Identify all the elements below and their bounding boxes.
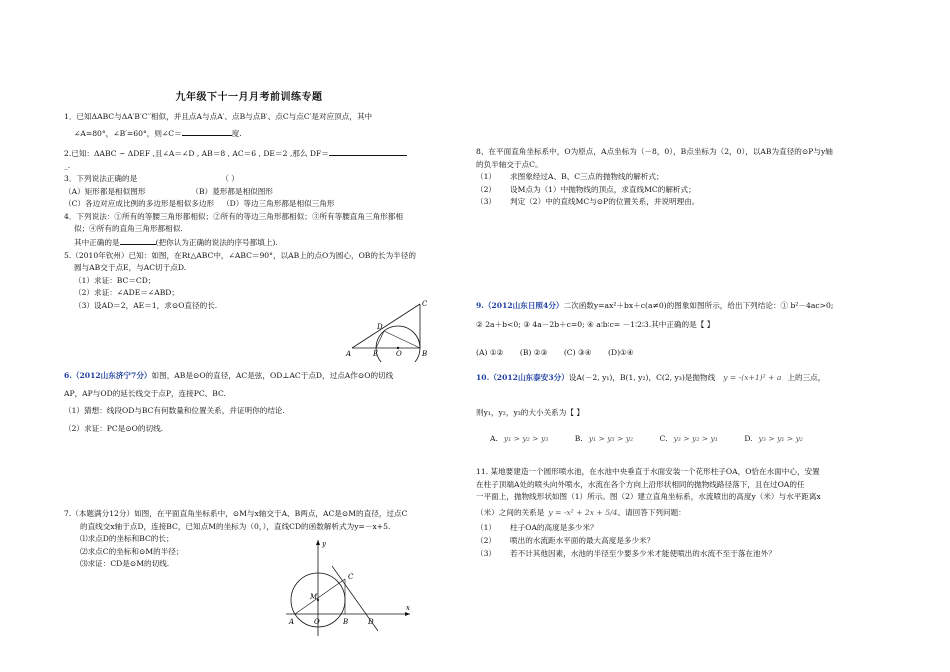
q10-option-d-label: D.: [744, 434, 753, 444]
q5-line1: 5.（2010年钦州）已知：如图，在Rt△ABC中，∠ABC＝90°，以AB上的点O为圆心，OB的长为半径的: [64, 250, 416, 260]
fig5-label-d: D: [377, 323, 383, 331]
q10-source: 10.（2012山东泰安3分）: [476, 373, 569, 382]
q6-part2: （2）求证：PC是⊙O的切线.: [64, 423, 164, 433]
fig7-label-m: M: [310, 593, 318, 601]
q7-figure: [282, 536, 418, 638]
q6-block: [64, 370, 444, 435]
q11-part3-num: （3）: [476, 548, 497, 558]
q3-options-row2: [64, 198, 434, 211]
q4-hint: (把你认为正确的说法的序号都填上).: [155, 237, 278, 247]
q11-part3-text: 若不计其他因素，水池的半径至少要多少米才能使喷出的水流不至于落在池外？: [510, 548, 776, 558]
q10-line1: [476, 372, 856, 385]
q11-line3: 一平面上，抛物线形状如图（1）所示。图（2）建立直角坐标系，水流喷出的高度y（米）与水平距离x: [476, 492, 821, 502]
q4-line1: 4．下列说法：①所有的等腰三角形都相似；②所有的等边三角形都相似；③所有等腰直角三角形都相: [64, 211, 403, 221]
fig5-label-o: O: [396, 350, 402, 358]
q6-stem: 如图，AB是⊙O的直径，AC是弦，OD⊥AC于点D，过点A作⊙O的切线: [151, 371, 394, 380]
q11-part2-num: （2）: [476, 535, 497, 545]
q9-line2: ② 2a＋b<0; ③ 4a－2b＋c=0; ④ a∶b∶c= －1∶2∶3.其中正确的是【 】: [476, 319, 715, 329]
q10-option-a: y₁ > y₂ > y₃: [503, 434, 549, 444]
fig5-label-a: A: [346, 350, 352, 358]
q9-option-c: (C) ③④: [563, 348, 592, 358]
q1-angle-text: ∠A=80°，∠B′=60°，则∠C＝: [74, 129, 182, 139]
q11-part1-text: 柱子OA的高度是多少米？: [510, 523, 598, 533]
q3-option-a: （A）矩形都是相似图形: [64, 186, 146, 196]
q9-source: 9.（2012山东日照4分）: [476, 301, 564, 310]
q10-tail: 上的三点，: [787, 373, 826, 382]
q9-options: [476, 347, 856, 360]
fig5-label-c: C: [422, 300, 428, 308]
q6-line1: [64, 370, 444, 383]
q3-option-b: （B）菱形都是相似图形: [191, 186, 273, 196]
q9-option-d: (D)①④: [608, 348, 634, 358]
q1-line1: 1．已知ΔABC与ΔA′B′C′′相似，并且点A与点A′、点B与点B′、点C与点C′是对应顶点，其中: [64, 111, 373, 121]
q10-option-c: y₃ > y₂ > y₁: [673, 434, 718, 444]
q8-line1: 8、在平面直角坐标系中，O为原点，A点坐标为（－8，0），B点坐标为（2，0），以AB为直径的⊙P与y轴: [476, 147, 833, 156]
q4-answer-blank: [120, 236, 156, 245]
q2-line2: _.: [64, 161, 71, 171]
q2-answer-blank: [329, 147, 407, 156]
q4-prompt: 其中正确的是: [74, 237, 120, 247]
fig7-label-d: D: [368, 618, 374, 626]
q1-answer-blank: [182, 127, 232, 136]
q7-line2: 的直线交x轴于点D，连接BC，已知点M的坐标为（0，），直线CD的函数解析式为y=－x+5.: [80, 521, 391, 531]
q11-block: [476, 466, 856, 560]
page-title: 九年级下十一月月考前训练专题: [175, 92, 323, 103]
q8-part2-num: （2）: [476, 184, 497, 194]
fig5-label-b: B: [422, 350, 428, 358]
q4-line3: [64, 236, 434, 250]
q3-bracket: （ ）: [221, 173, 239, 183]
q10-block: [476, 372, 856, 446]
q3-options-row1: [64, 186, 434, 199]
q9-stem: 二次函数y=ax²＋bx＋c(a≠0)的图象如图所示，给出下列结论：① b²－4ac>0;: [563, 301, 834, 310]
q11-part2-text: 喷出的水流距水平面的最大高度是多少米？: [510, 535, 655, 545]
q11-prompt: 。请回答下列问题：: [617, 507, 686, 517]
q5-part1: （1）求证：BC＝CD；: [74, 275, 156, 285]
q1-unit: 度.: [231, 129, 242, 139]
q8-part1-text: 求图象经过A、B、C三点的抛物线的解析式；: [510, 172, 664, 182]
q6-source: 6.（2012山东济宁7分）: [64, 371, 152, 380]
q11-relation-text: （米）之间的关系是: [476, 507, 545, 517]
q11-line2: 在柱子顶端A处的喷头向外喷水，水流在各个方向上沿形状相同的抛物线路径落下，且在过OA的任: [476, 479, 805, 489]
q7-part2: ⑵求点C的坐标和⊙M的半径；: [80, 546, 184, 556]
fig7-label-c: C: [348, 573, 354, 581]
q10-option-d: y₃ > y₁ > y₂: [758, 434, 803, 444]
q6-line2: AP，AP与OD的延长线交于点P，连接PC、BC.: [64, 388, 226, 398]
q3-line1: [64, 173, 434, 186]
q9-block: [476, 300, 856, 360]
q7-part1: ⑴求点D的坐标和BC的长；: [80, 534, 174, 544]
q8-part2-text: 设M点为（1）中抛物线的顶点，求直线MC的解析式；: [510, 184, 696, 194]
fig7-label-y: y: [322, 540, 326, 548]
q10-points: 设A(－2, y₁)，B(1, y₂)，C(2, y₃)是抛物线: [568, 373, 716, 382]
q5-figure: [340, 296, 440, 362]
q1-line2: [64, 127, 434, 141]
left-column: [64, 92, 434, 313]
q7-line1: 7.（本题满分12分）如图，在平面直角坐标系中，⊙M与x轴交于A、B两点，AC是⊙M的直径，过点C: [64, 509, 408, 518]
q3-stem: 3．下列说法正确的是: [64, 173, 138, 183]
q3-option-d: （D）等边三角形都是相似三角形: [222, 199, 335, 209]
q6-part1: （1）猜想：线段OD与BC有何数量和位置关系，并证明你的结论.: [64, 406, 285, 416]
q8-part2: [476, 184, 851, 197]
q5-part2: （2）求证：∠ADE＝∠ABD；: [74, 288, 179, 298]
q11-line1: 11. 某地要建造一个圆形喷水池，在水池中央垂直于水面安装一个花形柱子OA，O恰在水面中心，安置: [476, 467, 820, 476]
q11-line4: [476, 507, 856, 520]
q3-option-c: （C）各边对应成比例的多边形是相似多边形: [64, 199, 215, 209]
q10-options: [476, 433, 856, 446]
q7-part3: ⑶求证：CD是⊙M的切线.: [80, 559, 170, 569]
q8-part1: [476, 171, 851, 184]
q11-part2: [476, 535, 856, 548]
q9-line1: [476, 300, 856, 313]
q2-text: 2.已知：ΔABC ∽ ΔDEF ,且∠A＝∠D , AB＝8 , AC＝6 , DE＝2 ,那么 DF＝: [64, 148, 329, 158]
q8-part1-num: （1）: [476, 172, 497, 182]
q8-part3-text: 判定（2）中的直线MC与⊙P的位置关系，并说明理由。: [510, 197, 700, 207]
q10-option-b-label: B.: [574, 434, 583, 444]
q8-line2: 的负半轴交于点C。: [476, 159, 543, 169]
q5-line2: 圆与AB交于点E，与AC切于点D.: [74, 263, 187, 273]
q8-part3-num: （3）: [476, 197, 497, 207]
q5-part3: （3）设AD＝2，AE＝1，求⊙O直径的长.: [74, 300, 218, 310]
right-column: [476, 146, 851, 209]
q8-part3: [476, 196, 851, 209]
q2-line1: [64, 147, 434, 161]
q11-formula: y = -x² + 2x + 5/4: [548, 507, 618, 517]
q10-option-c-label: C.: [659, 434, 668, 444]
q10-parabola: y = -(x+1)² + a: [723, 373, 782, 382]
q4-line2: 似；④所有的直角三角形都相似.: [74, 224, 183, 234]
fig7-label-x: x: [406, 604, 410, 612]
q11-part1: [476, 522, 856, 535]
q9-option-a: (A) ①②: [476, 348, 504, 358]
q9-option-b: (B) ②③: [519, 348, 548, 358]
fig7-label-a: A: [289, 618, 295, 626]
fig7-label-o: O: [314, 618, 320, 626]
q10-option-b: y₁ > y₃ > y₂: [588, 434, 634, 444]
q10-option-a-label: A.: [490, 434, 498, 444]
q10-line2: 则y₁，y₂，y₃的大小关系为【 】: [476, 407, 584, 417]
q11-part1-num: （1）: [476, 523, 497, 533]
q11-part3: [476, 548, 856, 561]
fig7-label-b: B: [343, 618, 349, 626]
fig5-label-e: E: [373, 350, 379, 358]
